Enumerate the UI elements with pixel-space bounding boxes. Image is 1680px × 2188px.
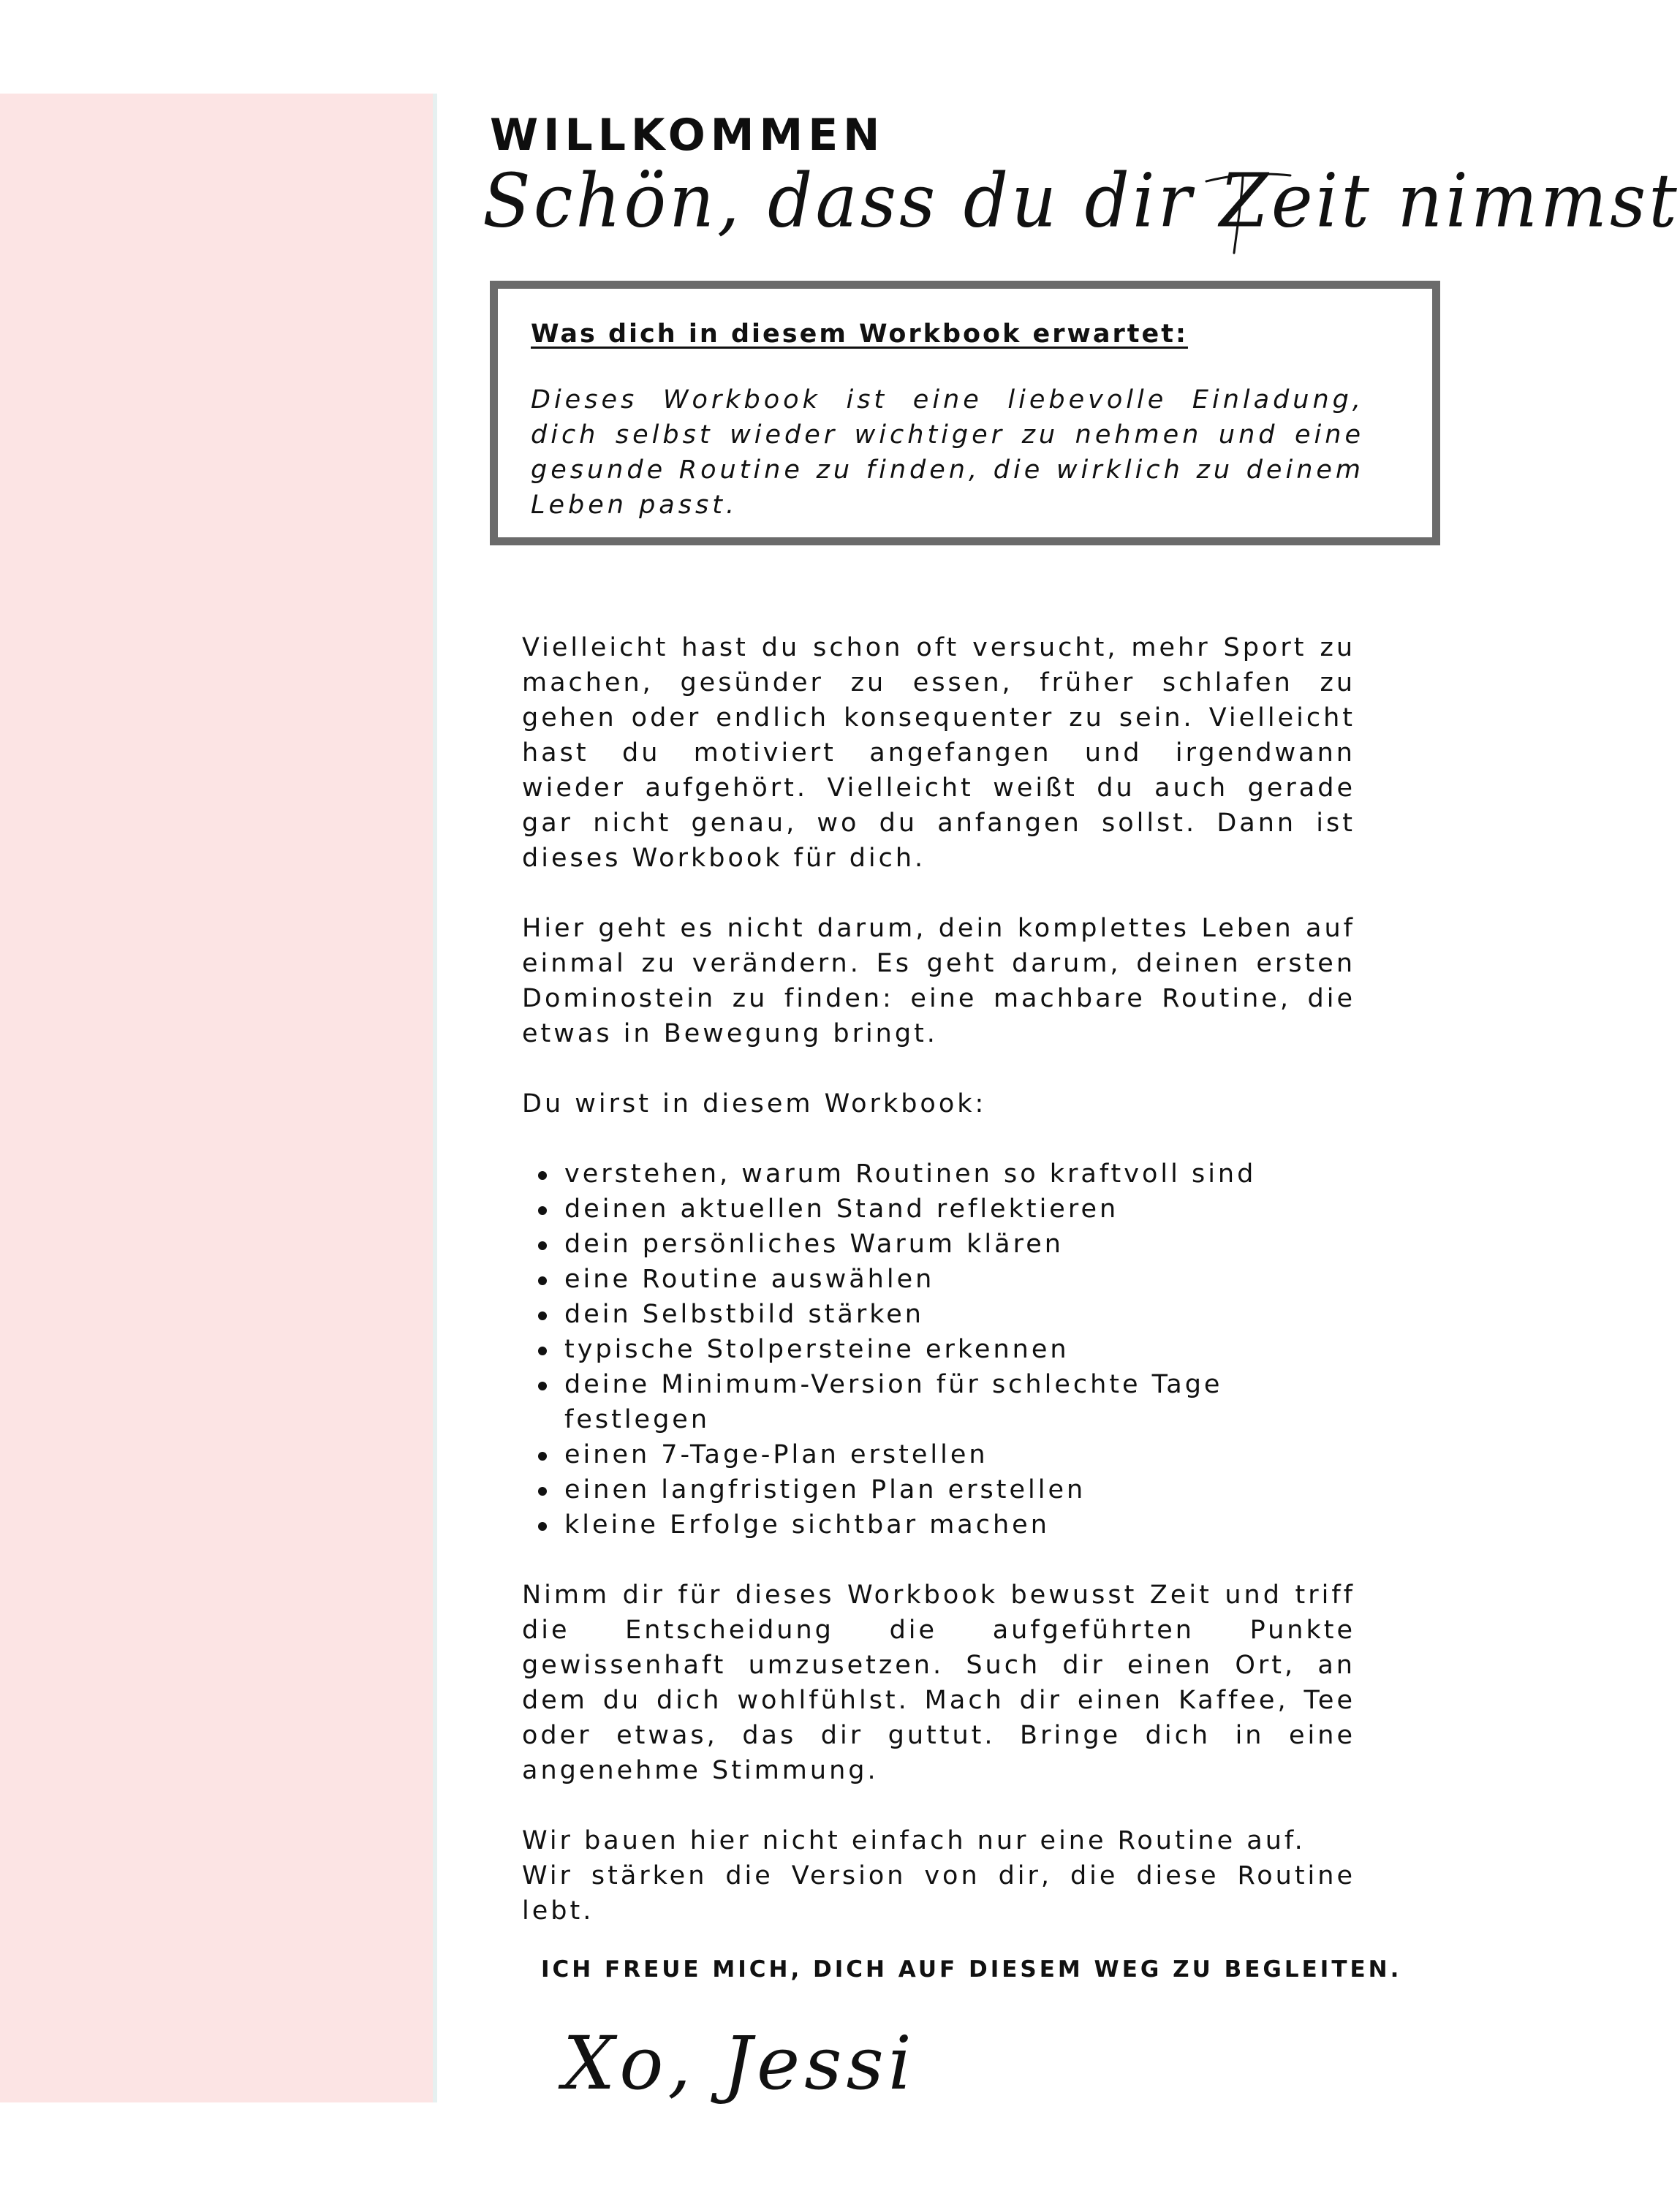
paragraph-4: Nimm dir für dieses Workbook bewusst Zeit und triff die Entscheidung die aufgeführten Punkte gewissenhaft umzusetzen. Such dir einen Ort, an dem du dich wohlfühlst. Mach dir einen Kaffee, Tee oder etwas, das dir guttut. Bringe dich in eine angenehme Stimmung. [522,1581,1355,1785]
paragraph-5-line-2: Wir stärken die Version von dir, die diese Routine lebt. [522,1861,1355,1926]
side-color-panel [0,94,437,2102]
list-item: einen 7-Tage-Plan erstellen [522,1437,1355,1472]
list-item: einen langfristigen Plan erstellen [522,1472,1355,1507]
intro-heading: Was dich in diesem Workbook erwartet: [531,319,1188,349]
subtitle-flourish-decoration [1199,167,1294,254]
page-title: WILLKOMMEN [490,110,885,161]
closing-statement: ICH FREUE MICH, DICH AUF DIESEM WEG ZU BEGLEITEN. [541,1956,1402,1983]
intro-box [490,281,1440,545]
paragraph-2: Hier geht es nicht darum, dein komplettes Leben auf einmal zu verändern. Es geht darum, deinen ersten Dominostein zu finden: eine machbare Routine, die etwas in Bewegung bringt. [522,914,1355,1048]
list-item: verstehen, warum Routinen so kraftvoll sind [522,1157,1355,1192]
list-item: dein Selbstbild stärken [522,1297,1355,1332]
list-item: typische Stolpersteine erkennen [522,1332,1355,1367]
paragraph-1: Vielleicht hast du schon oft versucht, mehr Sport zu machen, gesünder zu essen, früher schlafen zu gehen oder endlich konsequenter zu sein. Vielleicht hast du motiviert angefangen und irgendwann wieder aufgehört. Vielleicht weißt du auch gerade gar nicht genau, wo du anfangen sollst. Dann ist dieses Workbook für dich. [522,633,1355,873]
paragraph-5-line-1: Wir bauen hier nicht einfach nur eine Routine auf. [522,1826,1306,1855]
list-item: dein persönliches Warum klären [522,1227,1355,1262]
goals-list [522,1157,1355,1542]
script-subtitle: Schön, dass du dir Zeit nimmst [483,158,1680,244]
list-item: deinen aktuellen Stand reflektieren [522,1192,1355,1227]
paragraph-5 [522,1823,1355,1928]
list-item: deine Minimum-Version für schlechte Tage festlegen [522,1367,1355,1437]
list-item: kleine Erfolge sichtbar machen [522,1507,1355,1542]
signature: Xo, Jessi [563,2021,916,2106]
intro-text: Dieses Workbook ist eine liebevolle Einladung, dich selbst wieder wichtiger zu nehmen und eine gesunde Routine zu finden, die wirklich zu deinem Leben passt. [531,385,1364,520]
paragraph-3: Du wirst in diesem Workbook: [522,1089,987,1118]
list-item: eine Routine auswählen [522,1262,1355,1297]
